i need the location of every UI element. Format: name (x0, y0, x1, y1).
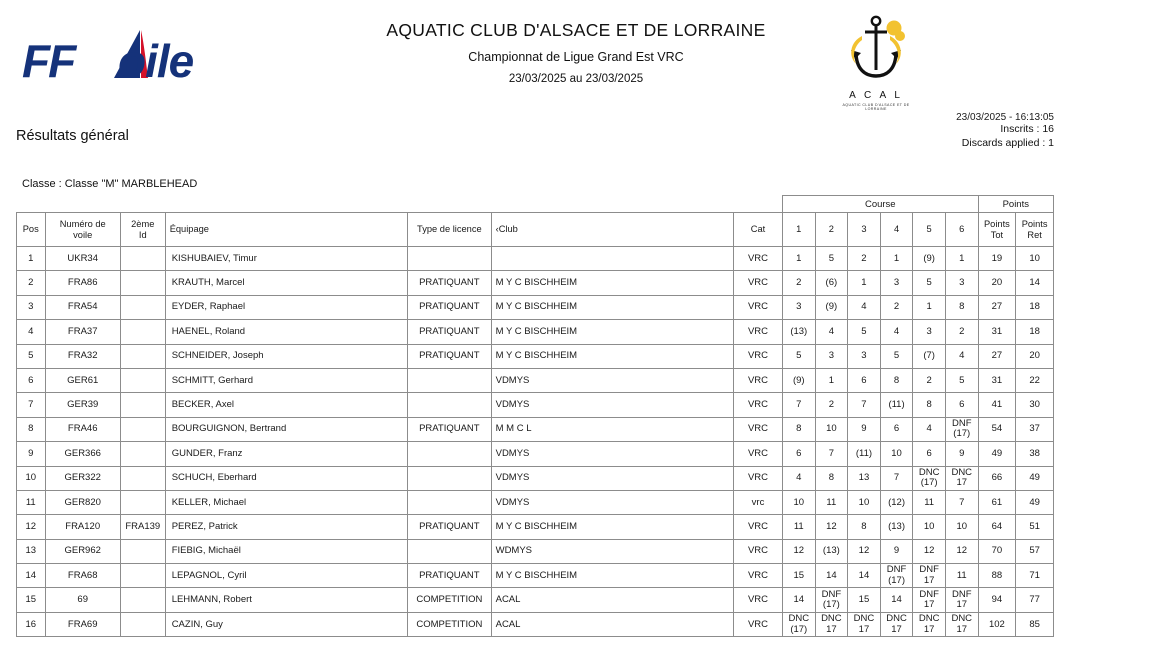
second-id (120, 247, 165, 271)
col-race-3: 3 (848, 213, 881, 247)
race-score-6: 2 (945, 320, 978, 344)
licence-type: PRATIQUANT (408, 417, 492, 441)
event-subtitle: Championnat de Ligue Grand Est VRC (468, 50, 684, 64)
result-position: 15 (17, 588, 46, 612)
results-subheader (0, 118, 1152, 164)
second-id (120, 564, 165, 588)
inscrits-count: Inscrits : 16 (1000, 123, 1054, 135)
acal-logo-text: A C A L (849, 90, 903, 101)
licence-type (408, 466, 492, 490)
sail-number: FRA46 (45, 417, 120, 441)
licence-type: PRATIQUANT (408, 344, 492, 368)
col-race-1: 1 (782, 213, 815, 247)
points-total: 88 (978, 564, 1016, 588)
race-score-3: 3 (848, 344, 881, 368)
licence-type: PRATIQUANT (408, 295, 492, 319)
sail-number: FRA32 (45, 344, 120, 368)
race-score-5: (9) (913, 247, 946, 271)
points-total: 27 (978, 344, 1016, 368)
race-score-2: (9) (815, 295, 848, 319)
club-name: VDMYS (491, 393, 733, 417)
race-score-6: 4 (945, 344, 978, 368)
race-score-1: (13) (782, 320, 815, 344)
race-score-5: 5 (913, 271, 946, 295)
category: VRC (734, 612, 783, 636)
race-score-3: 1 (848, 271, 881, 295)
table-row (17, 295, 1054, 319)
points-retained: 49 (1016, 490, 1054, 514)
club-name: VDMYS (491, 490, 733, 514)
group-course: Course (782, 196, 978, 213)
race-score-1: 14 (782, 588, 815, 612)
category: VRC (734, 393, 783, 417)
points-retained: 18 (1016, 320, 1054, 344)
club-name: ACAL (491, 612, 733, 636)
results-table (16, 195, 1054, 637)
crew-name: EYDER, Raphael (165, 295, 407, 319)
second-id (120, 344, 165, 368)
race-score-6: 3 (945, 271, 978, 295)
race-score-2: 2 (815, 393, 848, 417)
club-name: WDMYS (491, 539, 733, 563)
points-total: 20 (978, 271, 1016, 295)
race-score-6: 9 (945, 442, 978, 466)
race-score-5: 8 (913, 393, 946, 417)
race-score-5: 12 (913, 539, 946, 563)
category: VRC (734, 588, 783, 612)
page-title: Résultats général (16, 128, 129, 144)
result-position: 13 (17, 539, 46, 563)
race-score-2: 10 (815, 417, 848, 441)
sail-number: GER322 (45, 466, 120, 490)
points-retained: 10 (1016, 247, 1054, 271)
second-id (120, 417, 165, 441)
col-crew: Équipage (165, 213, 407, 247)
licence-type (408, 247, 492, 271)
race-score-1: (9) (782, 368, 815, 392)
points-total: 31 (978, 320, 1016, 344)
race-score-5: DNF 17 (913, 588, 946, 612)
race-score-2: (13) (815, 539, 848, 563)
race-score-3: 15 (848, 588, 881, 612)
club-name: M Y C BISCHHEIM (491, 515, 733, 539)
race-score-6: 5 (945, 368, 978, 392)
category: VRC (734, 368, 783, 392)
licence-type (408, 368, 492, 392)
col-race-4: 4 (880, 213, 913, 247)
second-id (120, 490, 165, 514)
result-position: 16 (17, 612, 46, 636)
club-name: ACAL (491, 588, 733, 612)
category: VRC (734, 320, 783, 344)
race-score-3: 12 (848, 539, 881, 563)
race-score-5: 11 (913, 490, 946, 514)
race-score-1: 11 (782, 515, 815, 539)
race-score-3: 5 (848, 320, 881, 344)
race-score-1: 6 (782, 442, 815, 466)
sail-number: GER366 (45, 442, 120, 466)
club-name (491, 247, 733, 271)
race-score-2: 4 (815, 320, 848, 344)
licence-type (408, 393, 492, 417)
category: VRC (734, 271, 783, 295)
category: vrc (734, 490, 783, 514)
col-race-5: 5 (913, 213, 946, 247)
table-row (17, 588, 1054, 612)
result-position: 1 (17, 247, 46, 271)
race-score-5: 3 (913, 320, 946, 344)
race-score-5: (7) (913, 344, 946, 368)
licence-type: PRATIQUANT (408, 564, 492, 588)
race-score-6: DNC 17 (945, 466, 978, 490)
race-score-6: 11 (945, 564, 978, 588)
points-retained: 57 (1016, 539, 1054, 563)
print-timestamp: 23/03/2025 - 16:13:05 (956, 112, 1054, 123)
race-score-5: 1 (913, 295, 946, 319)
category: VRC (734, 466, 783, 490)
licence-type: COMPETITION (408, 588, 492, 612)
second-id (120, 612, 165, 636)
sail-number: GER39 (45, 393, 120, 417)
licence-type: COMPETITION (408, 612, 492, 636)
race-score-5: 4 (913, 417, 946, 441)
second-id (120, 271, 165, 295)
result-position: 5 (17, 344, 46, 368)
category: VRC (734, 344, 783, 368)
race-score-3: 2 (848, 247, 881, 271)
points-total: 66 (978, 466, 1016, 490)
second-id (120, 442, 165, 466)
race-score-4: 10 (880, 442, 913, 466)
club-name: M Y C BISCHHEIM (491, 564, 733, 588)
sail-number: FRA86 (45, 271, 120, 295)
sail-number: FRA120 (45, 515, 120, 539)
club-name: M M C L (491, 417, 733, 441)
race-score-4: 9 (880, 539, 913, 563)
result-position: 14 (17, 564, 46, 588)
crew-name: BECKER, Axel (165, 393, 407, 417)
second-id (120, 466, 165, 490)
licence-type (408, 539, 492, 563)
crew-name: SCHMITT, Gerhard (165, 368, 407, 392)
race-score-6: 10 (945, 515, 978, 539)
anchor-icon (838, 12, 914, 84)
result-position: 11 (17, 490, 46, 514)
result-position: 12 (17, 515, 46, 539)
race-score-1: 8 (782, 417, 815, 441)
points-total: 49 (978, 442, 1016, 466)
race-score-1: 10 (782, 490, 815, 514)
points-retained: 51 (1016, 515, 1054, 539)
category: VRC (734, 417, 783, 441)
race-score-2: 8 (815, 466, 848, 490)
race-score-4: (11) (880, 393, 913, 417)
table-row (17, 612, 1054, 636)
col-points-tot: Points Tot (978, 213, 1016, 247)
table-row (17, 393, 1054, 417)
second-id (120, 368, 165, 392)
club-name: VDMYS (491, 466, 733, 490)
crew-name: GUNDER, Franz (165, 442, 407, 466)
result-position: 8 (17, 417, 46, 441)
race-score-6: DNC 17 (945, 612, 978, 636)
sail-number: FRA37 (45, 320, 120, 344)
points-retained: 18 (1016, 295, 1054, 319)
crew-name: CAZIN, Guy (165, 612, 407, 636)
race-score-2: 3 (815, 344, 848, 368)
sail-number: UKR34 (45, 247, 120, 271)
race-score-3: 7 (848, 393, 881, 417)
licence-type (408, 490, 492, 514)
race-score-4: 2 (880, 295, 913, 319)
crew-name: FIEBIG, Michaël (165, 539, 407, 563)
race-score-2: 14 (815, 564, 848, 588)
race-score-2: 1 (815, 368, 848, 392)
event-dates: 23/03/2025 au 23/03/2025 (508, 73, 644, 85)
sail-number: 69 (45, 588, 120, 612)
race-score-6: 8 (945, 295, 978, 319)
second-id (120, 320, 165, 344)
race-score-1: 3 (782, 295, 815, 319)
col-sail-number: Numéro de voile (45, 213, 120, 247)
sail-number: FRA69 (45, 612, 120, 636)
race-score-3: (11) (848, 442, 881, 466)
race-score-6: DNF 17 (945, 588, 978, 612)
points-total: 54 (978, 417, 1016, 441)
race-score-5: 10 (913, 515, 946, 539)
table-row (17, 271, 1054, 295)
points-total: 19 (978, 247, 1016, 271)
table-row (17, 490, 1054, 514)
race-score-1: 5 (782, 344, 815, 368)
second-id (120, 295, 165, 319)
crew-name: PEREZ, Patrick (165, 515, 407, 539)
result-position: 6 (17, 368, 46, 392)
licence-type: PRATIQUANT (408, 320, 492, 344)
table-header-row (17, 213, 1054, 247)
race-score-6: 12 (945, 539, 978, 563)
sail-number: GER61 (45, 368, 120, 392)
race-score-2: 11 (815, 490, 848, 514)
category: VRC (734, 539, 783, 563)
second-id (120, 393, 165, 417)
col-race-2: 2 (815, 213, 848, 247)
race-score-1: 12 (782, 539, 815, 563)
points-total: 94 (978, 588, 1016, 612)
crew-name: KRAUTH, Marcel (165, 271, 407, 295)
sail-number: GER962 (45, 539, 120, 563)
points-retained: 37 (1016, 417, 1054, 441)
race-score-2: 7 (815, 442, 848, 466)
document-header (0, 0, 1152, 123)
points-total: 64 (978, 515, 1016, 539)
category: VRC (734, 295, 783, 319)
ffvoile-logo-voile: oile (118, 35, 194, 87)
race-score-4: 1 (880, 247, 913, 271)
race-score-6: 1 (945, 247, 978, 271)
table-row (17, 564, 1054, 588)
title-block (0, 20, 1152, 85)
second-id: FRA139 (120, 515, 165, 539)
licence-type: PRATIQUANT (408, 271, 492, 295)
race-score-2: 12 (815, 515, 848, 539)
crew-name: SCHNEIDER, Joseph (165, 344, 407, 368)
result-position: 7 (17, 393, 46, 417)
table-row (17, 515, 1054, 539)
race-score-3: 8 (848, 515, 881, 539)
race-score-3: 14 (848, 564, 881, 588)
sail-number: FRA68 (45, 564, 120, 588)
race-score-3: 13 (848, 466, 881, 490)
race-score-4: (12) (880, 490, 913, 514)
race-score-3: 9 (848, 417, 881, 441)
race-score-6: DNF (17) (945, 417, 978, 441)
table-row (17, 539, 1054, 563)
col-cat: Cat (734, 213, 783, 247)
results-table-container (16, 178, 1054, 637)
entry-counts (962, 122, 1054, 150)
category: VRC (734, 247, 783, 271)
sail-number: FRA54 (45, 295, 120, 319)
race-score-4: DNF (17) (880, 564, 913, 588)
col-race-6: 6 (945, 213, 978, 247)
points-total: 70 (978, 539, 1016, 563)
race-score-4: 8 (880, 368, 913, 392)
table-row (17, 368, 1054, 392)
points-retained: 22 (1016, 368, 1054, 392)
table-row (17, 466, 1054, 490)
table-row (17, 344, 1054, 368)
club-name: M Y C BISCHHEIM (491, 344, 733, 368)
acal-club-logo (838, 12, 914, 111)
result-position: 9 (17, 442, 46, 466)
crew-name: LEHMANN, Robert (165, 588, 407, 612)
ffvoile-logo-ff: FF (22, 35, 75, 87)
race-score-1: 1 (782, 247, 815, 271)
race-score-5: DNC (17) (913, 466, 946, 490)
crew-name: BOURGUIGNON, Bertrand (165, 417, 407, 441)
second-id (120, 539, 165, 563)
category: VRC (734, 442, 783, 466)
event-organizer-title: AQUATIC CLUB D'ALSACE ET DE LORRAINE (386, 20, 766, 40)
points-retained: 71 (1016, 564, 1054, 588)
table-row (17, 247, 1054, 271)
group-points: Points (978, 196, 1053, 213)
race-score-4: 14 (880, 588, 913, 612)
table-row (17, 417, 1054, 441)
race-score-5: 6 (913, 442, 946, 466)
points-total: 102 (978, 612, 1016, 636)
race-score-4: 4 (880, 320, 913, 344)
club-name: M Y C BISCHHEIM (491, 295, 733, 319)
points-total: 31 (978, 368, 1016, 392)
result-position: 3 (17, 295, 46, 319)
race-score-2: 5 (815, 247, 848, 271)
points-retained: 20 (1016, 344, 1054, 368)
race-score-4: (13) (880, 515, 913, 539)
crew-name: LEPAGNOL, Cyril (165, 564, 407, 588)
race-score-2: DNC 17 (815, 612, 848, 636)
licence-type: PRATIQUANT (408, 515, 492, 539)
race-score-5: 2 (913, 368, 946, 392)
race-score-4: 5 (880, 344, 913, 368)
table-row (17, 442, 1054, 466)
second-id (120, 588, 165, 612)
race-score-2: (6) (815, 271, 848, 295)
group-spacer (17, 196, 783, 213)
points-retained: 77 (1016, 588, 1054, 612)
race-score-4: 7 (880, 466, 913, 490)
points-total: 61 (978, 490, 1016, 514)
race-score-5: DNC 17 (913, 612, 946, 636)
crew-name: KISHUBAIEV, Timur (165, 247, 407, 271)
acal-logo-subtext: AQUATIC CLUB D'ALSACE ET DE LORRAINE (842, 103, 910, 111)
race-score-6: 6 (945, 393, 978, 417)
sail-number: GER820 (45, 490, 120, 514)
race-score-3: DNC 17 (848, 612, 881, 636)
points-retained: 38 (1016, 442, 1054, 466)
category: VRC (734, 564, 783, 588)
race-score-1: 4 (782, 466, 815, 490)
points-total: 27 (978, 295, 1016, 319)
race-score-3: 10 (848, 490, 881, 514)
race-score-6: 7 (945, 490, 978, 514)
points-retained: 30 (1016, 393, 1054, 417)
race-score-4: DNC 17 (880, 612, 913, 636)
class-label: Classe : Classe "M" MARBLEHEAD (22, 178, 198, 190)
result-position: 4 (17, 320, 46, 344)
col-pos: Pos (17, 213, 46, 247)
category: VRC (734, 515, 783, 539)
club-name: VDMYS (491, 442, 733, 466)
race-score-1: DNC (17) (782, 612, 815, 636)
race-score-3: 4 (848, 295, 881, 319)
licence-type (408, 442, 492, 466)
club-name: M Y C BISCHHEIM (491, 271, 733, 295)
race-score-3: 6 (848, 368, 881, 392)
points-retained: 49 (1016, 466, 1054, 490)
col-second-id: 2ème Id (120, 213, 165, 247)
race-score-5: DNF 17 (913, 564, 946, 588)
col-club: ‹Club (491, 213, 733, 247)
race-score-4: 3 (880, 271, 913, 295)
crew-name: SCHUCH, Eberhard (165, 466, 407, 490)
result-position: 10 (17, 466, 46, 490)
table-group-header-row (17, 196, 1054, 213)
race-score-1: 2 (782, 271, 815, 295)
crew-name: KELLER, Michael (165, 490, 407, 514)
points-retained: 14 (1016, 271, 1054, 295)
discards-applied: Discards applied : 1 (961, 137, 1054, 149)
crew-name: HAENEL, Roland (165, 320, 407, 344)
race-score-1: 15 (782, 564, 815, 588)
result-position: 2 (17, 271, 46, 295)
club-name: VDMYS (491, 368, 733, 392)
points-total: 41 (978, 393, 1016, 417)
race-score-2: DNF (17) (815, 588, 848, 612)
table-row (17, 320, 1054, 344)
col-licence-type: Type de licence (408, 213, 492, 247)
points-retained: 85 (1016, 612, 1054, 636)
race-score-1: 7 (782, 393, 815, 417)
club-name: M Y C BISCHHEIM (491, 320, 733, 344)
race-score-4: 6 (880, 417, 913, 441)
col-points-ret: Points Ret (1016, 213, 1054, 247)
